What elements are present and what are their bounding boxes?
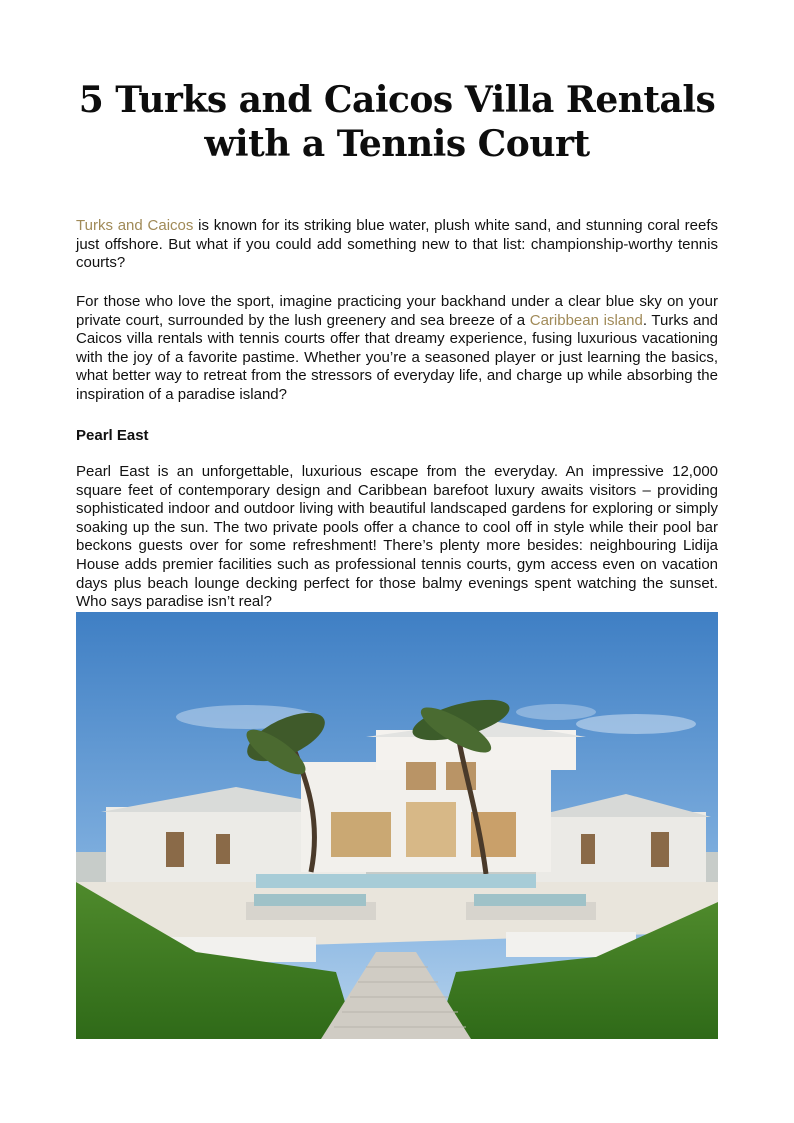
paragraph-2 xyxy=(76,293,718,405)
intro-text: is known for its striking blue water, plush white sand, and stunning coral reefs just offshore. But what if you could add something new to that list: championship-worthy tennis courts? xyxy=(76,217,718,272)
turks-and-caicos-link[interactable]: Turks and Caicos xyxy=(76,217,194,234)
pearl-east-paragraph: Pearl East is an unforgettable, luxurious escape from the everyday. An impressive 12,000 square feet of contemporary design and Caribbean barefoot luxury awaits visitors – providing sophisticated indoor and outdoor living with beautiful landscaped gardens for exploring or simply soaking up the sun. The two private pools offer a chance to cool off in style while their pool bar beckons guests over for some refreshment! There’s plenty more besides: neighbouring Lidija House adds premier facilities such as professional tennis courts, gym access even on vacation days plus beach lounge decking perfect for those balmy evenings spent watching the sunset. Who says paradise isn’t real? xyxy=(76,463,718,611)
caribbean-island-link[interactable]: Caribbean island xyxy=(529,311,643,329)
paragraph-2-before: For those who love the sport, imagine practicing your backhand under a clear blue sky on your private court, surrounded by the lush greenery and sea breeze of a xyxy=(76,293,718,329)
paragraph-2-after: . Turks and Caicos villa rentals with tennis courts offer that dreamy experience, fusing luxurious vacationing with the joy of a favorite pastime. Whether you’re a seasoned player or just learning the basics, what better way to retreat from the stressors of everyday life, and charge up while absorbing the inspiration of a paradise island? xyxy=(76,311,719,403)
article-title: 5 Turks and Caicos Villa Rentals with a Tennis Court xyxy=(78,79,716,165)
villa-photo xyxy=(76,612,718,1039)
intro-paragraph xyxy=(76,217,718,273)
section-heading-pearl-east: Pearl East xyxy=(76,427,149,444)
